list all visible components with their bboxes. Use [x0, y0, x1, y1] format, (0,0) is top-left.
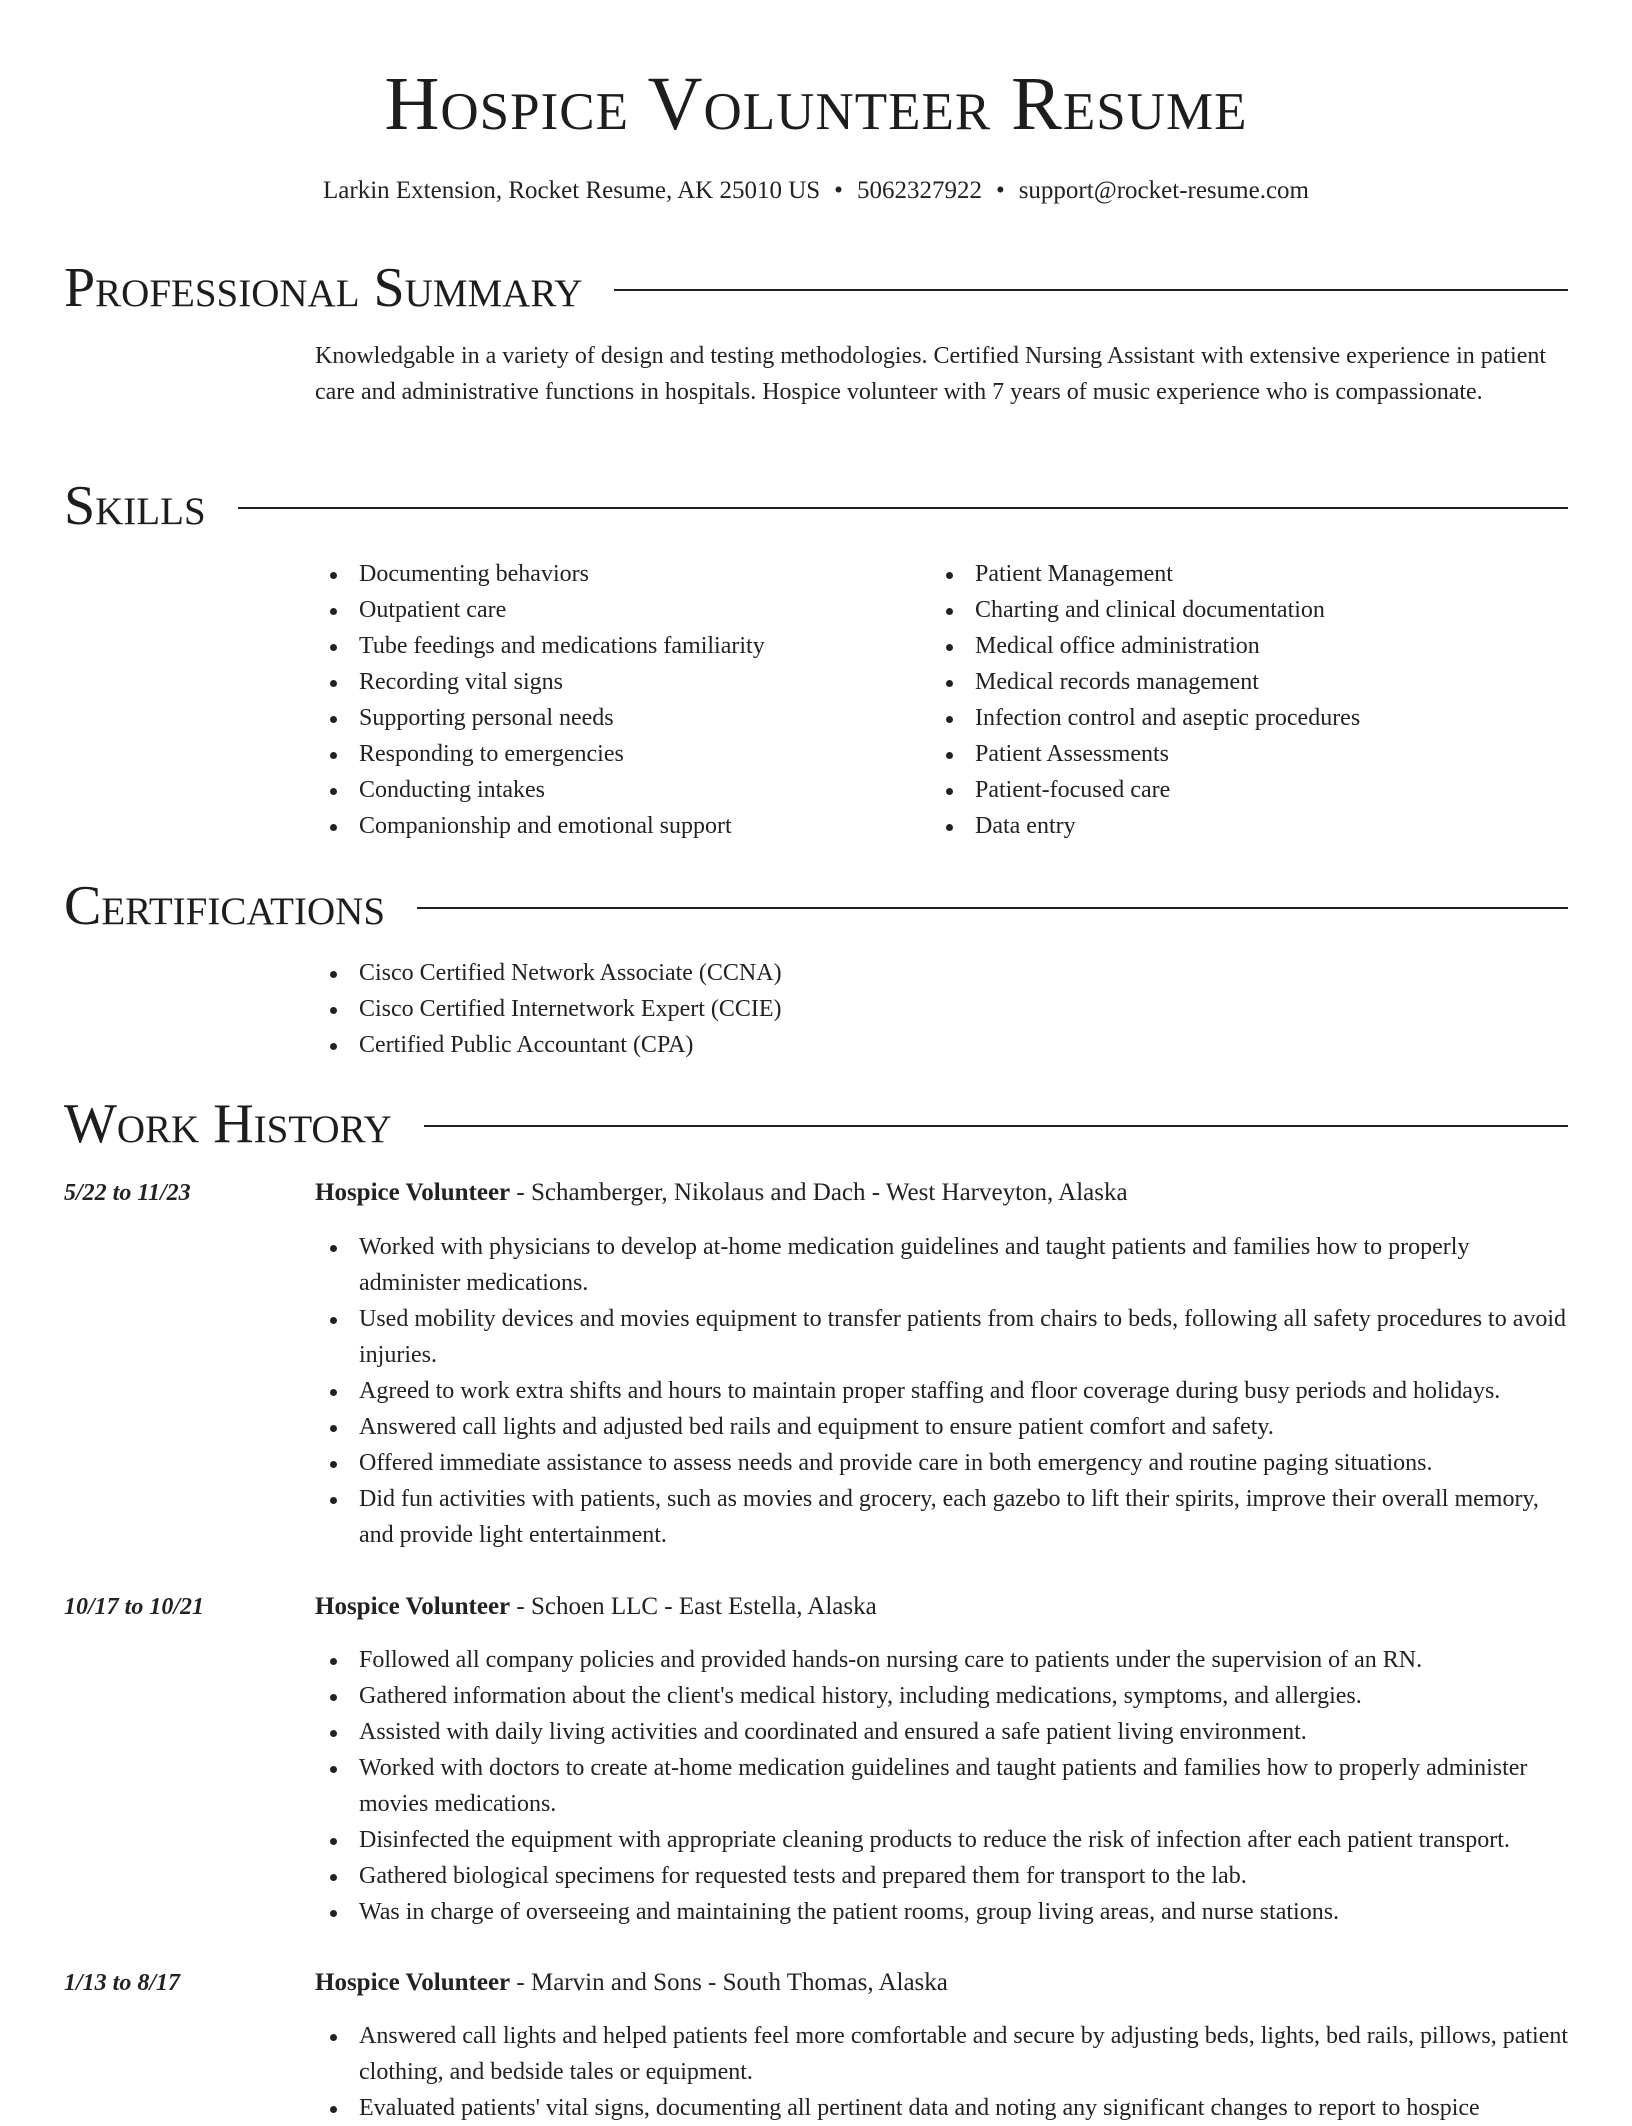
skills-list-right: [931, 556, 1551, 844]
skill-item: Charting and clinical documentation: [931, 592, 1551, 628]
contact-phone: 5062327922: [856, 177, 982, 204]
job-bullet: Answered call lights and helped patients feel more comfortable and secure by adjusting beds, lights, bed rails, pillows, patient clothing, and bedside tales or equipment.: [315, 2018, 1568, 2090]
skill-item: Supporting personal needs: [315, 700, 895, 736]
job-dates: 10/17 to 10/21: [64, 1594, 205, 1620]
contact-email[interactable]: support@rocket-resume.com: [1018, 177, 1309, 204]
certifications-list: [315, 955, 1215, 1063]
contact-separator: •: [834, 177, 843, 204]
skill-item: Companionship and emotional support: [315, 808, 895, 844]
job-bullet: Gathered information about the client's medical history, including medications, symptoms, and allergies.: [315, 1678, 1568, 1714]
job-bullet: Assisted with daily living activities and coordinated and ensured a safe patient living environment.: [315, 1714, 1568, 1750]
skill-item: Data entry: [931, 808, 1551, 844]
job-title: Hospice Volunteer: [315, 1179, 511, 1206]
skill-item: Tube feedings and medications familiarity: [315, 628, 895, 664]
skill-item: Infection control and aseptic procedures: [931, 700, 1551, 736]
contact-separator: •: [995, 177, 1005, 204]
resume-title: Hospice Volunteer Resume: [384, 62, 1248, 146]
job-bullet: Did fun activities with patients, such as movies and grocery, each gazebo to lift their spirits, improve their overall memory, and provide light entertainment.: [315, 1481, 1568, 1553]
section-heading-work-history: [64, 1089, 1568, 1159]
job-bullet: Offered immediate assistance to assess needs and provide care in both emergency and routine paging situations.: [315, 1445, 1568, 1481]
summary-text: Knowledgable in a variety of design and testing methodologies. Certified Nursing Assistant with extensive experience in patient care and administrative functions in hospitals. Hospice volunteer with 7 years of music experience who is compassionate.: [315, 343, 1547, 405]
job-bullet: Answered call lights and adjusted bed rails and equipment to ensure patient comfort and safety.: [315, 1409, 1568, 1445]
job-dates: 5/22 to 11/23: [64, 1180, 191, 1206]
job-title: Hospice Volunteer: [315, 1969, 511, 1996]
section-divider: [614, 289, 1568, 291]
job-bullet-list: [315, 1642, 1568, 1930]
job-header: [315, 1589, 1568, 1625]
skill-item: Documenting behaviors: [315, 556, 895, 592]
skill-item: Recording vital signs: [315, 664, 895, 700]
job-bullet: Agreed to work extra shifts and hours to maintain proper staffing and floor coverage during busy periods and holidays.: [315, 1373, 1568, 1409]
section-heading-summary: [64, 253, 1568, 323]
section-heading-skills: [64, 471, 1568, 541]
job-employer-location: - Marvin and Sons - South Thomas, Alaska: [510, 1969, 948, 1996]
skill-item: Outpatient care: [315, 592, 895, 628]
section-divider: [424, 1125, 1568, 1127]
skill-item: Patient-focused care: [931, 772, 1551, 808]
skill-item: Conducting intakes: [315, 772, 895, 808]
skills-list-left: [315, 556, 895, 844]
job-header: [315, 1175, 1568, 1211]
job-bullet: Evaluated patients' vital signs, documenting all pertinent data and noting any significant changes to report to hospice: [315, 2090, 1568, 2126]
section-title-skills: Skills: [64, 475, 206, 537]
job-employer-location: - Schamberger, Nikolaus and Dach - West Harveyton, Alaska: [510, 1179, 1128, 1206]
job-bullet: Disinfected the equipment with appropriate cleaning products to reduce the risk of infection after each patient transport.: [315, 1822, 1568, 1858]
job-bullet: Worked with physicians to develop at-home medication guidelines and taught patients and families how to properly administer medications.: [315, 1229, 1568, 1301]
section-divider: [417, 907, 1568, 909]
job-dates: 1/13 to 8/17: [64, 1970, 181, 1996]
job-employer-location: - Schoen LLC - East Estella, Alaska: [510, 1593, 877, 1620]
job-bullet-list: [315, 1229, 1568, 1553]
section-divider: [238, 507, 1568, 509]
section-title-work-history: Work History: [64, 1093, 392, 1155]
certification-item: Certified Public Accountant (CPA): [315, 1027, 1215, 1063]
job-bullet: Used mobility devices and movies equipment to transfer patients from chairs to beds, following all safety procedures to avoid injuries.: [315, 1301, 1568, 1373]
skill-item: Medical office administration: [931, 628, 1551, 664]
section-title-certifications: Certifications: [64, 875, 386, 937]
contact-address: Larkin Extension, Rocket Resume, AK 25010 US: [323, 177, 821, 204]
certification-item: Cisco Certified Network Associate (CCNA): [315, 955, 1215, 991]
section-title-summary: Professional Summary: [64, 257, 583, 319]
section-heading-certifications: [64, 871, 1568, 941]
job-bullet-list: [315, 2018, 1568, 2126]
certification-item: Cisco Certified Internetwork Expert (CCIE): [315, 991, 1215, 1027]
job-bullet: Followed all company policies and provided hands-on nursing care to patients under the supervision of an RN.: [315, 1642, 1568, 1678]
skill-item: Patient Management: [931, 556, 1551, 592]
job-bullet: Gathered biological specimens for requested tests and prepared them for transport to the lab.: [315, 1858, 1568, 1894]
skill-item: Patient Assessments: [931, 736, 1551, 772]
job-header: [315, 1965, 1568, 2001]
job-bullet: Worked with doctors to create at-home medication guidelines and taught patients and families how to properly administer movies medications.: [315, 1750, 1568, 1822]
skill-item: Responding to emergencies: [315, 736, 895, 772]
contact-line: [0, 174, 1632, 208]
job-bullet: Was in charge of overseeing and maintaining the patient rooms, group living areas, and nurse stations.: [315, 1894, 1568, 1930]
job-title: Hospice Volunteer: [315, 1593, 511, 1620]
skill-item: Medical records management: [931, 664, 1551, 700]
